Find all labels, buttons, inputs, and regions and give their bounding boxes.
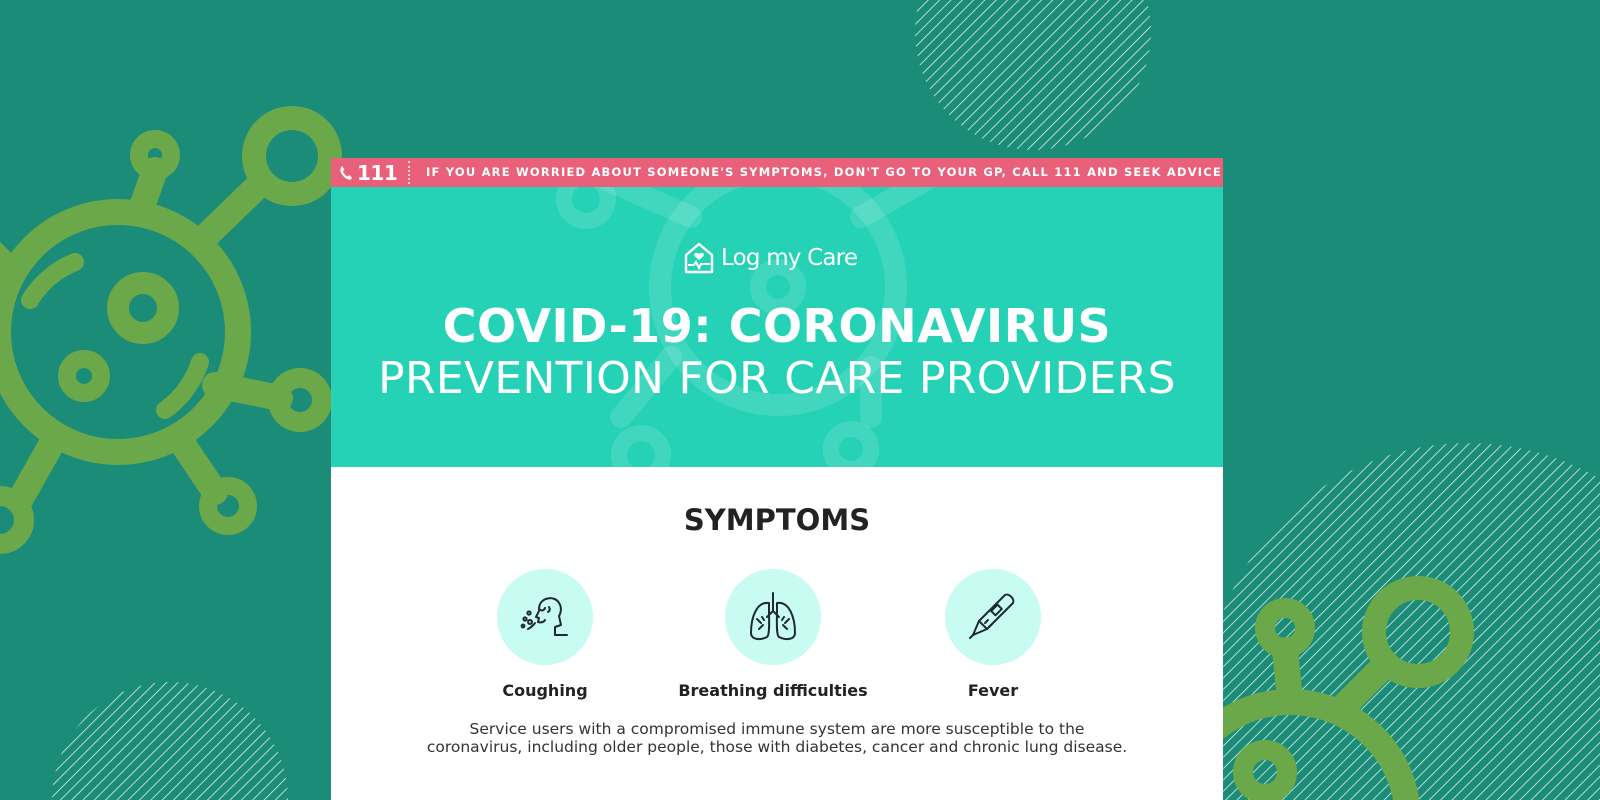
symptom-fever	[873, 569, 1113, 700]
risk-note-line-2: coronavirus, including older people, those with diabetes, cancer and chronic lung disease.	[426, 738, 1128, 756]
alert-banner	[331, 158, 1223, 187]
coughing-person-icon	[517, 589, 573, 645]
hatched-circle-bottom-left	[52, 682, 288, 800]
phone-icon	[339, 165, 353, 181]
page-subtitle: PREVENTION FOR CARE PROVIDERS	[378, 353, 1176, 404]
symptom-label: Fever	[967, 681, 1019, 700]
symptom-icon-circle	[945, 569, 1041, 665]
hatched-circle-top	[915, 0, 1151, 150]
phone-group	[339, 158, 397, 187]
infographic-card	[331, 158, 1223, 800]
symptoms-heading: SYMPTOMS	[683, 503, 871, 537]
brand-logo	[683, 241, 857, 275]
symptom-label: Coughing	[502, 681, 588, 700]
risk-note	[331, 720, 1223, 756]
hero-header	[331, 187, 1223, 467]
logo-text: Log my Care	[721, 245, 858, 271]
thermometer-icon	[965, 589, 1021, 645]
virus-icon-left	[0, 118, 330, 544]
lungs-icon	[745, 589, 801, 645]
helpline-number: 111	[357, 160, 398, 185]
alert-divider	[408, 161, 410, 184]
symptom-label: Breathing difficulties	[678, 681, 868, 700]
symptom-icon-circle	[725, 569, 821, 665]
house-heart-icon	[683, 241, 715, 275]
symptom-breathing	[653, 569, 893, 700]
alert-message: IF YOU ARE WORRIED ABOUT SOMEONE'S SYMPTOMS, DON'T GO TO YOUR GP, CALL 111 AND SEEK ADVICE	[426, 165, 1222, 179]
page-title: COVID-19: CORONAVIRUS	[442, 299, 1112, 353]
symptom-coughing	[425, 569, 665, 700]
risk-note-line-1: Service users with a compromised immune system are more susceptible to the	[469, 720, 1085, 738]
symptom-icon-circle	[497, 569, 593, 665]
